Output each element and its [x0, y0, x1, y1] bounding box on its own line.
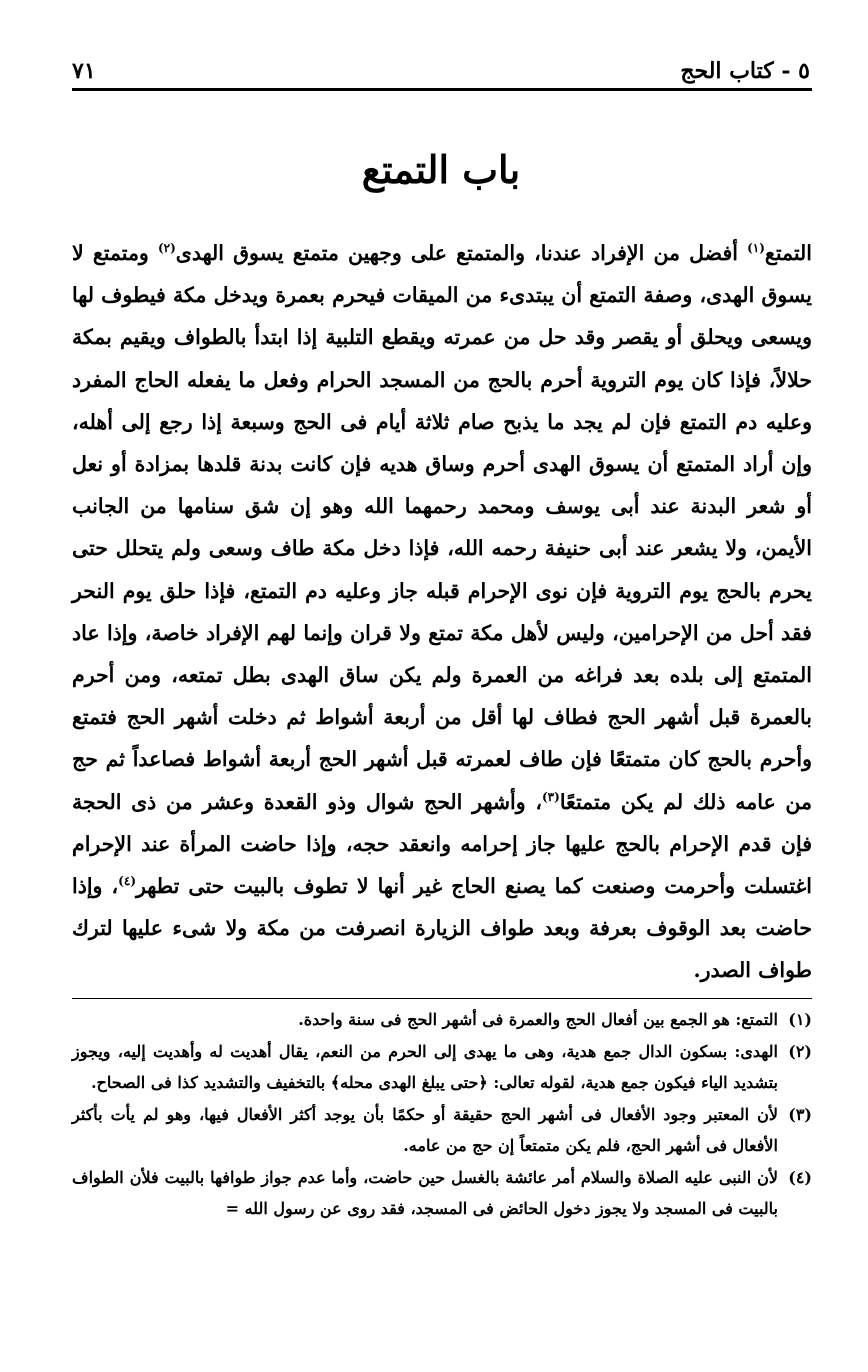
running-head-chapter: ٥ - كتاب الحج — [680, 58, 810, 84]
footnotes — [72, 1004, 812, 1225]
body-text-4: ، وأشهر الحج شوال وذو القعدة وعشر من ذى الحجة فإن قدم الإحرام بالحج عليها جاز إحرامه وانعقد حجه، وإذا حاضت المرأة عند الإحرام اغتسلت وأحرمت وصنعت كما يصنع الحاج غير أنها لا تطوف بالبيت حتى تطهر — [72, 789, 812, 899]
page-header — [72, 48, 810, 84]
body-text-1: التمتع — [764, 241, 812, 265]
page-number: ٧١ — [72, 58, 96, 84]
header-rule — [72, 88, 812, 91]
footnote-ref-1: (١) — [747, 241, 765, 256]
footnote — [72, 1004, 812, 1036]
footnote — [72, 1162, 812, 1225]
footnote-ref-3: (٣) — [541, 789, 560, 804]
footnote-ref-4: (٤) — [118, 874, 136, 889]
footnote-text: لأن النبى عليه الصلاة والسلام أمر عائشة بالغسل حين حاضت، وأما عدم جواز طوافها بالبيت فلأن الطواف بالبيت فى المسجد ولا يجوز دخول الحائض فى المسجد، فقد روى عن رسول الله = — [72, 1167, 778, 1218]
footnote — [72, 1099, 812, 1162]
body-paragraph — [72, 232, 812, 992]
section-title: باب التمتع — [361, 147, 521, 192]
body-text-2: أفضل من الإفراد عندنا، والمتمتع على وجهين متمتع يسوق الهدى — [175, 241, 748, 265]
footnote-rule — [72, 998, 812, 999]
footnote-number: (٤) — [788, 1167, 812, 1187]
body-text-5: ، وإذا حاضت بعد الوقوف بعرفة وبعد طواف الزيارة انصرفت من مكة ولا شىء عليها لترك طواف الصدر. — [72, 874, 812, 983]
footnote-number: (١) — [788, 1010, 812, 1029]
footnote — [72, 1036, 812, 1099]
footnote-ref-2: (٢) — [157, 241, 176, 256]
footnote-number: (٢) — [788, 1041, 812, 1061]
body-text-3: ومتمتع لا يسوق الهدى، وصفة التمتع أن يبتدىء من الميقات فيحرم بعمرة ويدخل مكة فيطوف لها ويسعى ويحلق أو يقصر وقد حل من عمرته ويقطع التلبية إذا ابتدأ بالطواف ويقيم بمكة حلالاً، فإذا كان يوم التروية أحرم بالحج من المسجد الحرام وفعل ما يفعله الحاج المفرد وعليه دم التمتع فإن لم يجد ما يذبح صام ثلاثة أيام فى الحج وسبعة إذا رجع إلى أهله، وإن أراد المتمتع أن يسوق الهدى أحرم وساق هديه فإن كانت بدنة قلدها بمزادة أو نعل أو شعر البدنة عند أبى يوسف ومحمد رحمهما الله وهو إن شق سنامها من الجانب الأيمن، ولا يشعر عند أبى حنيفة رحمه الله، فإذا دخل مكة طاف وسعى ولم يتحلل حتى يحرم بالحج يوم التروية فإن نوى الإحرام قبله جاز وعليه دم التمتع، فإذا حلق يوم النحر فقد أحل من الإحرامين، وليس لأهل مكة تمتع ولا قران وإنما لهم الإفراد خاصة، وإذا عاد المتمتع إلى بلده بعد فراغه من العمرة ولم يكن ساق الهدى بطل تمتعه، ومن أحرم بالعمرة قبل أشهر الحج فطاف لها أقل من أربعة أشواط ثم دخلت أشهر الحج فتمتع وأحرم بالحج كان متمتعًا فإن طاف لعمرته قبل أشهر الحج أربعة أشواط فصاعداً ثم حج من عامه ذلك لم يكن متمتعًا — [72, 241, 812, 814]
footnote-text: التمتع: هو الجمع بين أفعال الحج والعمرة فى أشهر الحج فى سنة واحدة. — [298, 1010, 778, 1029]
footnote-text: لأن المعتبر وجود الأفعال فى أشهر الحج حقيقة أو حكمًا بأن يوجد أكثر الأفعال فيها، وهو لم يأت بأكثر الأفعال فى أشهر الحج، فلم يكن متمتعاً إن حج من عامه. — [72, 1104, 778, 1155]
footnote-number: (٣) — [788, 1104, 812, 1124]
footnote-text: الهدى: بسكون الدال جمع هدية، وهى ما يهدى إلى الحرم من النعم، يقال أهديت له وأهديت إليه، ويجوز بتشديد الياء فيكون جمع هدية، لقوله تعالى: ﴿حتى يبلغ الهدى محله﴾ بالتخفيف والتشديد كذا فى الصحاح. — [72, 1041, 778, 1092]
